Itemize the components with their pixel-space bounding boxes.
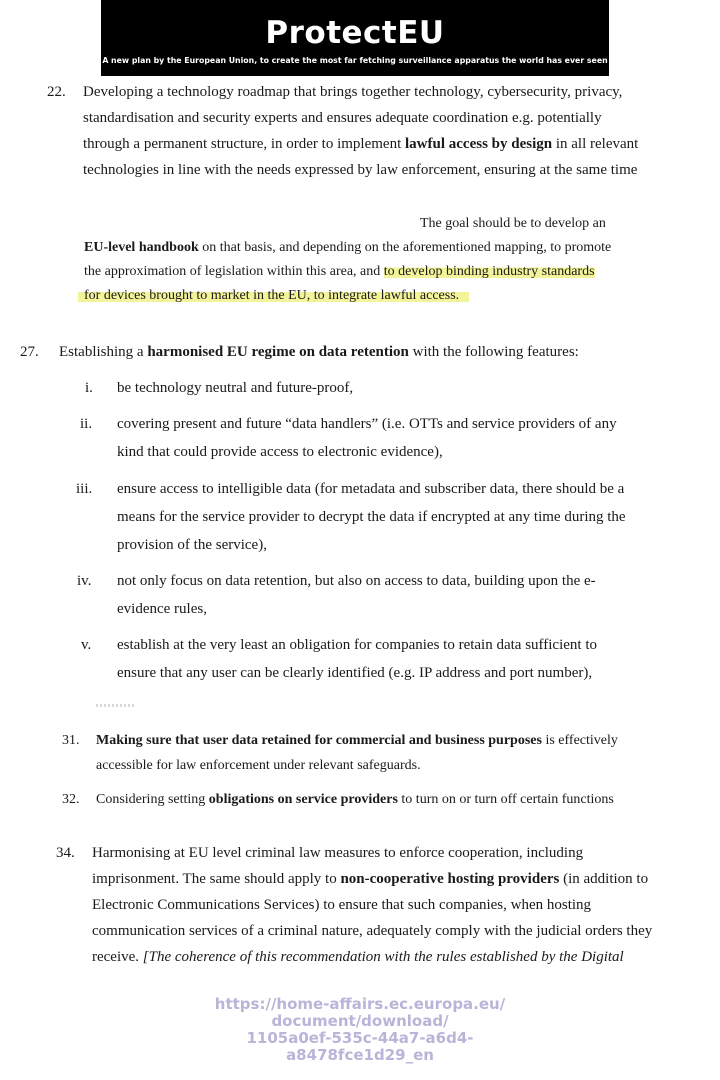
banner-title: ProtectEU: [265, 15, 445, 51]
url-line: https://home-affairs.ec.europa.eu/: [214, 995, 506, 1013]
banner-subtitle: A new plan by the European Union, to create the most far fetching surveillance apparatus the world has ever seen: [102, 56, 608, 65]
text-line: EU-level handbook on that basis, and depending on the aforementioned mapping, to promote: [84, 240, 612, 255]
list-item-line: not only focus on data retention, but also on access to data, building upon the e-: [117, 573, 596, 589]
url-line: document/download/: [271, 1012, 449, 1030]
text-line: standardisation and security experts and ensures adequate coordination e.g. potentially: [83, 110, 602, 126]
text-line: through a permanent structure, in order to implement lawful access by design in all relevant: [83, 136, 639, 152]
highlighted-line: for devices brought to market in the EU, to integrate lawful access.: [78, 288, 479, 304]
bold-phrase: non-cooperative hosting providers: [340, 871, 560, 887]
list-item-line: establish at the very least an obligation for companies to retain data sufficient to: [117, 637, 597, 653]
list-number: i.: [85, 380, 93, 396]
bold-phrase: obligations on service providers: [208, 792, 398, 807]
text-line: accessible for law enforcement under relevant safeguards.: [96, 758, 421, 773]
italic-phrase: [The coherence of this recommendation with the rules established by the Digital: [142, 949, 624, 965]
list-number: v.: [81, 637, 92, 653]
text-line: Making sure that user data retained for commercial and business purposes is effectively: [96, 733, 618, 748]
paragraph-number: 22.: [47, 84, 66, 100]
list-number: iv.: [77, 573, 92, 589]
highlighted-phrase: to develop binding industry standards: [383, 264, 595, 279]
paragraph-number: 27.: [20, 344, 39, 360]
list-item-line: ensure that any user can be clearly identified (e.g. IP address and port number),: [117, 665, 593, 681]
list-number: iii.: [76, 481, 93, 497]
text-line: Electronic Communications Services) to ensure that such companies, when hosting: [92, 897, 592, 913]
paragraph-number: 32.: [62, 792, 80, 807]
bold-phrase: Making sure that user data retained for commercial and business purposes: [96, 733, 542, 748]
text-line: imprisonment. The same should apply to non-cooperative hosting providers (in addition to: [92, 871, 649, 887]
list-item-line: provision of the service),: [117, 537, 267, 553]
faded-text-remnant: [96, 704, 136, 707]
text-line: receive. [The coherence of this recommendation with the rules established by the Digital: [92, 949, 624, 965]
paragraph-number: 34.: [56, 845, 75, 861]
text-line: Harmonising at EU level criminal law measures to enforce cooperation, including: [92, 845, 584, 861]
list-item-line: kind that could provide access to electronic evidence),: [117, 444, 443, 460]
url-line: 1105a0ef-535c-44a7-a6d4-: [246, 1029, 474, 1047]
list-item-line: ensure access to intelligible data (for metadata and subscriber data, there should be a: [117, 481, 625, 497]
list-item-line: covering present and future “data handlers” (i.e. OTTs and service providers of any: [117, 416, 617, 432]
protecteu-banner: [101, 0, 609, 76]
list-item-line: means for the service provider to decrypt the data if encrypted at any time during the: [117, 509, 626, 525]
bold-phrase: lawful access by design: [405, 136, 553, 152]
text-line: technologies in line with the needs expressed by law enforcement, ensuring at the same time: [83, 162, 638, 178]
text-line: Considering setting obligations on service providers to turn on or turn off certain functions: [96, 792, 614, 807]
source-url[interactable]: [0, 996, 720, 1064]
list-item-line: evidence rules,: [117, 601, 207, 617]
list-item-line: be technology neutral and future-proof,: [117, 380, 354, 396]
url-line: a8478fce1d29_en: [286, 1046, 434, 1064]
text-line: the approximation of legislation within this area, and to develop binding industry standards: [84, 264, 595, 279]
text-line: Establishing a harmonised EU regime on data retention with the following features:: [59, 344, 579, 360]
text-line: communication services of a criminal nature, adequately comply with the judicial orders they: [92, 923, 653, 939]
bold-phrase: harmonised EU regime on data retention: [147, 344, 409, 360]
paragraph-number: 31.: [62, 733, 80, 748]
list-number: ii.: [80, 416, 93, 432]
text-line: Developing a technology roadmap that brings together technology, cybersecurity, privacy,: [83, 84, 623, 100]
text-line: The goal should be to develop an: [420, 216, 606, 231]
bold-phrase: EU-level handbook: [84, 240, 199, 255]
